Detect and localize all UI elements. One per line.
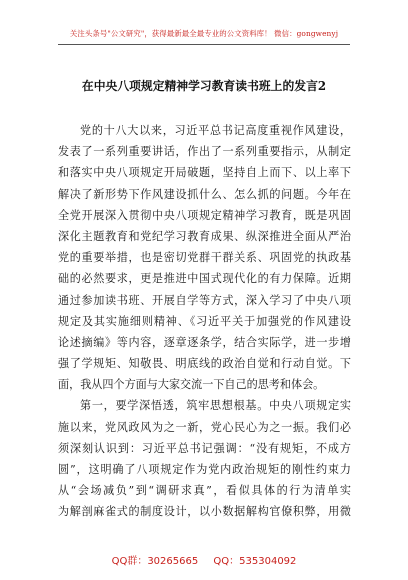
header-banner: 关注头条号"公文研究"，获得最新最全最专业的公文资料库！ 微信：gongwenyj bbox=[69, 29, 339, 38]
header-divider bbox=[58, 44, 350, 45]
body-line: 第一，要学深悟透，筑牢思想根基。中央八项规定实 bbox=[80, 399, 351, 413]
body-line: 和落实中央八项规定开局破题，坚持自上而下、以上率下 bbox=[58, 166, 351, 180]
body-line: 须深刻认识到：习近平总书记强调：“没有规矩，不成方 bbox=[58, 441, 351, 455]
body-line: 论述摘编》等内容，逐章逐条学，结合实际学，进一步增 bbox=[58, 335, 351, 349]
body-line: 从“会场减负”到“调研求真”，看似具体的行为清单实 bbox=[58, 484, 351, 498]
body-line: 面，我从四个方面与大家交流一下自己的思考和体会。 bbox=[58, 378, 325, 392]
body-line: 全党开展深入贯彻中央八项规定精神学习教育，既是巩固 bbox=[58, 208, 351, 222]
footer-qq-group: QQ群：30265665 bbox=[111, 556, 199, 567]
body-line: 发表了一系列重要讲话，作出了一系列重要指示，从制定 bbox=[58, 145, 351, 159]
document-title: 在中央八项规定精神学习教育读书班上的发言2 bbox=[81, 79, 327, 93]
body-line: 深化主题教育和党纪学习教育成果、纵深推进全面从严治 bbox=[58, 229, 351, 243]
document-body bbox=[58, 120, 351, 523]
footer-qq-number: QQ：535304092 bbox=[213, 556, 297, 567]
body-line: 施以来，党风政风为之一新，党心民心为之一振。我们必 bbox=[58, 420, 351, 434]
body-line: 党的十八大以来，习近平总书记高度重视作风建设， bbox=[80, 124, 351, 137]
body-line: 通过参加读书班、开展自学等方式，深入学习了中央八项 bbox=[58, 293, 351, 307]
body-line: 圆”，这明确了八项规定作为党内政治规矩的刚性约束力 bbox=[58, 463, 351, 476]
body-line: 强了学规矩、知敬畏、明底线的政治自觉和行动自觉。下 bbox=[58, 357, 351, 371]
footer-contact bbox=[0, 552, 408, 567]
body-line: 础的必然要求，更是推进中国式现代化的有力保障。近期 bbox=[58, 272, 351, 286]
body-line: 为解剖麻雀式的制度设计，以小数据解构官僚积弊，用微 bbox=[58, 505, 351, 519]
body-line: 党的重要举措，也是密切党群干群关系、巩固党的执政基 bbox=[58, 251, 351, 265]
body-line: 解决了新形势下作风建设抓什么、怎么抓的问题。今年在 bbox=[58, 187, 351, 201]
body-line: 规定及其实施细则精神、《习近平关于加强党的作风建设 bbox=[58, 314, 351, 328]
